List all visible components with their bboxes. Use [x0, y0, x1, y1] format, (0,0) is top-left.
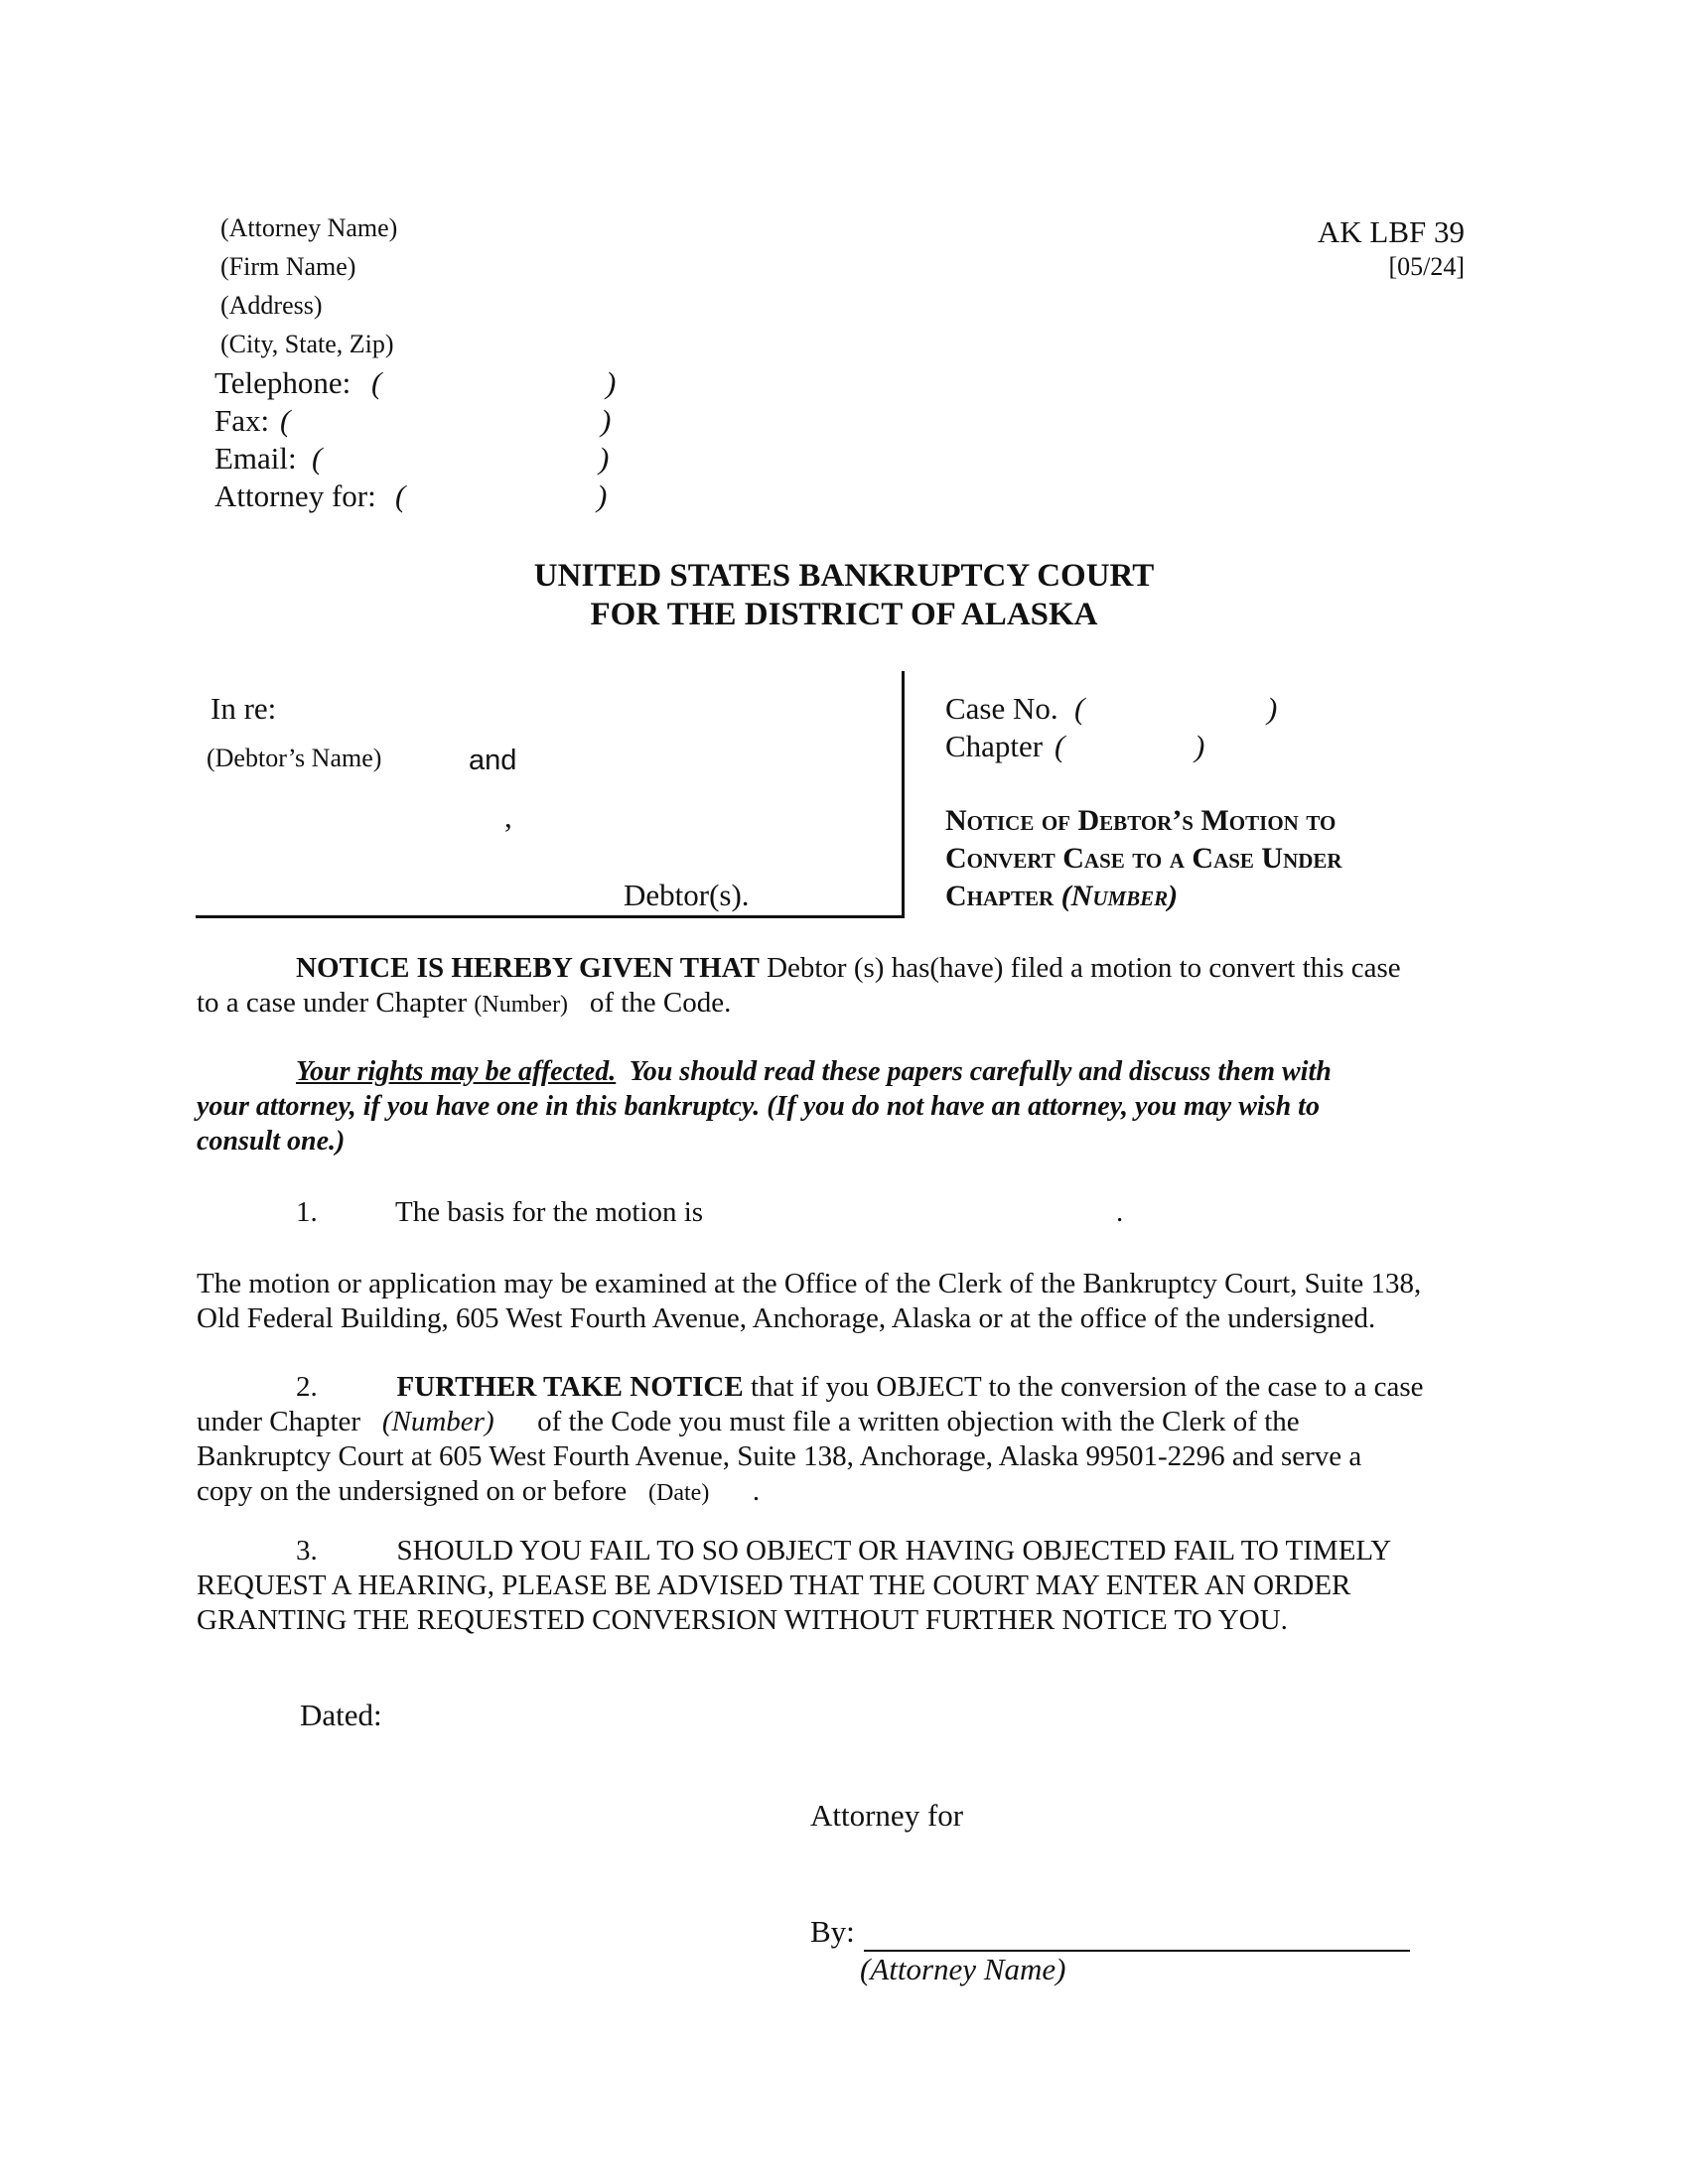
court-title-line1: UNITED STATES BANKRUPTCY COURT	[533, 558, 1155, 594]
exam-line1: The motion or application may be examined at the Office of the Clerk of the Bankruptcy Court, Suite 138,	[197, 1268, 1422, 1299]
notice-title-number-placeholder: (Number)	[1060, 880, 1179, 912]
telephone-label: Telephone:	[214, 365, 352, 400]
attorney-for-paren-close: )	[597, 478, 608, 513]
date-placeholder: (Date)	[648, 1480, 710, 1506]
rights-line2: your attorney, if you have one in this bankruptcy. (If you do not have an attorney, you may wish to	[197, 1091, 1320, 1122]
notice-title-line3	[945, 880, 1178, 913]
item1-text: The basis for the motion is	[395, 1196, 704, 1228]
rights-line1	[197, 1054, 1487, 1089]
form-date: [05/24]	[1388, 252, 1465, 281]
notice-line2-text: to a case under Chapter	[197, 987, 468, 1019]
notice-line1	[197, 951, 1487, 986]
item3-line1	[197, 1534, 1487, 1569]
item2-line4	[197, 1474, 1487, 1511]
form-id: AK LBF 39	[1317, 214, 1465, 249]
item2-rest: that if you OBJECT to the conversion of the case to a case	[750, 1371, 1424, 1403]
by-label: By:	[810, 1914, 855, 1949]
caption-bottom-rule	[196, 915, 903, 918]
fax-paren-close: )	[601, 403, 612, 438]
item3-line1-text: SHOULD YOU FAIL TO SO OBJECT OR HAVING OBJECTED FAIL TO TIMELY	[396, 1535, 1392, 1567]
court-title-line2: FOR THE DISTRICT OF ALASKA	[590, 597, 1098, 632]
item2-line2	[197, 1405, 1487, 1439]
debtors-label: Debtor(s).	[624, 878, 750, 912]
case-no-paren-close: )	[1267, 691, 1278, 726]
item2-chapter-placeholder: (Number)	[381, 1406, 494, 1437]
item1-number: 1.	[296, 1196, 318, 1228]
item2-line2-text: under Chapter	[197, 1406, 361, 1437]
item3-line2: REQUEST A HEARING, PLEASE BE ADVISED THAT THE COURT MAY ENTER AN ORDER	[197, 1570, 1351, 1601]
firm-name-placeholder: (Firm Name)	[220, 252, 356, 281]
chapter-label: Chapter	[945, 729, 1044, 763]
item3-number: 3.	[296, 1535, 318, 1567]
notice-title-line2: Convert Case to a Case Under	[945, 842, 1342, 875]
case-no-paren-open: (	[1074, 691, 1085, 726]
item2-bold: FURTHER TAKE NOTICE	[396, 1371, 744, 1403]
item2-line4-text: copy on the undersigned on or before	[197, 1475, 628, 1507]
chapter-paren-close: )	[1195, 729, 1205, 763]
item2-line3: Bankruptcy Court at 605 West Fourth Avenue, Suite 138, Anchorage, Alaska 99501-2296 and serve a	[197, 1440, 1362, 1472]
notice-line2	[197, 986, 1487, 1023]
chapter-paren-open: (	[1055, 729, 1065, 763]
examination-paragraph	[197, 1267, 1487, 1336]
in-re-label: In re:	[211, 691, 277, 726]
notice-paragraph	[197, 951, 1487, 1023]
fax-label: Fax:	[214, 403, 270, 438]
fax-paren-open: (	[280, 403, 291, 438]
signature-attorney-name: (Attorney Name)	[860, 1952, 1066, 1986]
caption-divider-rule	[902, 671, 905, 918]
email-paren-close: )	[599, 441, 610, 476]
notice-line2-end: of the Code.	[589, 987, 732, 1019]
notice-rest: Debtor (s) has(have) filed a motion to convert this case	[767, 952, 1401, 984]
item3-paragraph	[197, 1534, 1487, 1638]
exam-line2: Old Federal Building, 605 West Fourth Avenue, Anchorage, Alaska or at the office of the undersigned.	[197, 1302, 1376, 1334]
email-paren-open: (	[312, 441, 323, 476]
rights-rest: You should read these papers carefully and discuss them with	[629, 1056, 1332, 1087]
item2-line2-end: of the Code you must file a written objection with the Clerk of the	[537, 1406, 1300, 1437]
notice-bold: NOTICE IS HEREBY GIVEN THAT	[296, 952, 760, 984]
rights-underlined: Your rights may be affected.	[296, 1056, 617, 1087]
rights-paragraph	[197, 1054, 1487, 1159]
item2-paragraph	[197, 1370, 1487, 1511]
debtor-name-placeholder: (Debtor’s Name)	[207, 744, 382, 772]
caption-comma: ,	[504, 799, 512, 834]
notice-title-line1: Notice of Debtor’s Motion to	[945, 804, 1336, 837]
item1-end: .	[1116, 1196, 1124, 1228]
email-label: Email:	[214, 441, 297, 476]
attorney-for-signature-label: Attorney for	[810, 1798, 964, 1833]
telephone-paren-close: )	[606, 365, 617, 400]
item2-line1	[197, 1370, 1487, 1405]
rights-line3: consult one.)	[197, 1126, 346, 1157]
telephone-paren-open: (	[371, 365, 382, 400]
attorney-for-paren-open: (	[395, 478, 406, 513]
dated-label: Dated:	[300, 1698, 382, 1732]
item2-number: 2.	[296, 1371, 318, 1403]
address-placeholder: (Address)	[220, 291, 323, 320]
and-label: and	[469, 745, 517, 776]
chapter-number-placeholder: (Number)	[474, 992, 569, 1018]
attorney-for-label: Attorney for:	[214, 478, 376, 513]
item3-line3: GRANTING THE REQUESTED CONVERSION WITHOUT FURTHER NOTICE TO YOU.	[197, 1604, 1288, 1636]
item2-line4-end: .	[752, 1475, 761, 1507]
case-no-label: Case No.	[945, 691, 1058, 726]
city-state-zip-placeholder: (City, State, Zip)	[220, 330, 394, 358]
attorney-name-placeholder: (Attorney Name)	[220, 213, 398, 242]
notice-title-chapter: Chapter	[945, 880, 1055, 912]
